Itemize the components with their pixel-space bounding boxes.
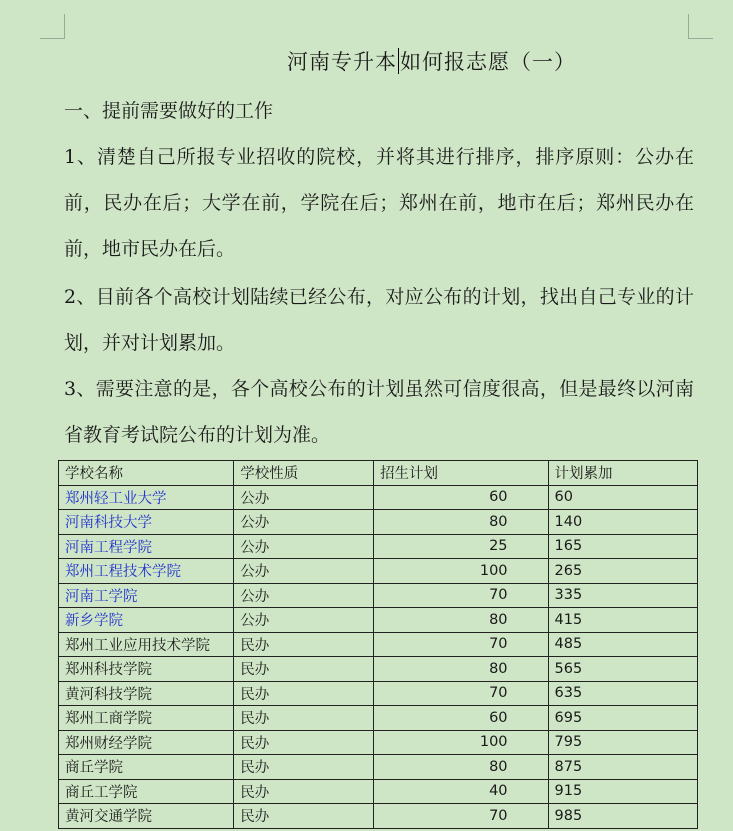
cell-school-type: 公办 — [234, 608, 374, 633]
text-cursor — [398, 48, 399, 74]
cell-enrollment-plan: 80 — [374, 755, 548, 780]
cell-cumulative-plan: 415 — [548, 608, 697, 633]
cell-school-type: 民办 — [234, 779, 374, 804]
cell-cumulative-plan: 875 — [548, 755, 697, 780]
cell-enrollment-plan: 70 — [374, 804, 548, 829]
table-row — [59, 779, 698, 804]
cell-cumulative-plan: 985 — [548, 804, 697, 829]
header-enrollment-plan: 招生计划 — [374, 461, 548, 486]
cell-cumulative-plan: 485 — [548, 632, 697, 657]
cell-enrollment-plan: 80 — [374, 657, 548, 682]
table-row — [59, 583, 698, 608]
table-row — [59, 485, 698, 510]
enrollment-plan-table — [58, 460, 698, 829]
cell-enrollment-plan: 60 — [374, 485, 548, 510]
cell-cumulative-plan: 335 — [548, 583, 697, 608]
header-school-name: 学校名称 — [59, 461, 234, 486]
cell-school-name[interactable]: 河南科技大学 — [59, 510, 234, 535]
table-row — [59, 804, 698, 829]
cell-cumulative-plan: 695 — [548, 706, 697, 731]
document-title[interactable] — [0, 46, 733, 76]
cell-school-type: 公办 — [234, 485, 374, 510]
cell-enrollment-plan: 70 — [374, 632, 548, 657]
table-row — [59, 706, 698, 731]
cell-cumulative-plan: 140 — [548, 510, 697, 535]
paragraph-1: 1、清楚自己所报专业招收的院校，并将其进行排序，排序原则：公办在前，民办在后；大学在前，学院在后；郑州在前，地市在后；郑州民办在前，地市民办在后。 — [64, 146, 694, 260]
cell-school-type: 民办 — [234, 681, 374, 706]
cell-school-name[interactable]: 新乡学院 — [59, 608, 234, 633]
table-row — [59, 657, 698, 682]
cell-enrollment-plan: 70 — [374, 681, 548, 706]
cell-enrollment-plan: 60 — [374, 706, 548, 731]
cell-school-type: 民办 — [234, 706, 374, 731]
paragraph-3: 3、需要注意的是，各个高校公布的计划虽然可信度很高，但是最终以河南省教育考试院公布的计划为准。 — [64, 378, 694, 446]
cell-school-type: 民办 — [234, 632, 374, 657]
cell-enrollment-plan: 40 — [374, 779, 548, 804]
cell-school-name: 商丘工学院 — [59, 779, 234, 804]
cell-school-name[interactable]: 郑州轻工业大学 — [59, 485, 234, 510]
cell-school-name: 黄河交通学院 — [59, 804, 234, 829]
section-heading: 一、提前需要做好的工作 — [64, 100, 274, 122]
cell-school-name: 郑州工业应用技术学院 — [59, 632, 234, 657]
cell-school-name: 商丘学院 — [59, 755, 234, 780]
cell-enrollment-plan: 80 — [374, 510, 548, 535]
table-row — [59, 510, 698, 535]
table-row — [59, 730, 698, 755]
header-school-type: 学校性质 — [234, 461, 374, 486]
cell-cumulative-plan: 915 — [548, 779, 697, 804]
table-row — [59, 632, 698, 657]
cell-cumulative-plan: 60 — [548, 485, 697, 510]
cell-school-type: 公办 — [234, 510, 374, 535]
cell-enrollment-plan: 100 — [374, 730, 548, 755]
cell-enrollment-plan: 80 — [374, 608, 548, 633]
cell-enrollment-plan: 25 — [374, 534, 548, 559]
cell-school-name[interactable]: 河南工程学院 — [59, 534, 234, 559]
page-margin-marker-top-right — [688, 14, 713, 39]
title-text-part2: 如何报志愿（一） — [400, 50, 576, 74]
cell-school-type: 公办 — [234, 534, 374, 559]
cell-school-name[interactable]: 郑州工程技术学院 — [59, 559, 234, 584]
cell-school-type: 民办 — [234, 657, 374, 682]
table-header-row — [59, 461, 698, 486]
table-row — [59, 755, 698, 780]
cell-cumulative-plan: 795 — [548, 730, 697, 755]
table-row — [59, 534, 698, 559]
cell-school-name: 郑州财经学院 — [59, 730, 234, 755]
cell-school-type: 民办 — [234, 730, 374, 755]
cell-cumulative-plan: 565 — [548, 657, 697, 682]
cell-enrollment-plan: 100 — [374, 559, 548, 584]
cell-enrollment-plan: 70 — [374, 583, 548, 608]
cell-school-type: 民办 — [234, 755, 374, 780]
cell-cumulative-plan: 165 — [548, 534, 697, 559]
cell-school-type: 公办 — [234, 583, 374, 608]
cell-school-type: 民办 — [234, 804, 374, 829]
cell-school-name: 黄河科技学院 — [59, 681, 234, 706]
cell-school-name[interactable]: 河南工学院 — [59, 583, 234, 608]
table-row — [59, 608, 698, 633]
paragraph-2: 2、目前各个高校计划陆续已经公布，对应公布的计划，找出自己专业的计划，并对计划累加。 — [64, 286, 694, 354]
header-cumulative-plan: 计划累加 — [548, 461, 697, 486]
cell-cumulative-plan: 635 — [548, 681, 697, 706]
page-margin-marker-top-left — [40, 14, 65, 39]
cell-school-name: 郑州工商学院 — [59, 706, 234, 731]
table-row — [59, 681, 698, 706]
title-text-part1: 河南专升本 — [287, 50, 397, 74]
cell-school-type: 公办 — [234, 559, 374, 584]
table-row — [59, 559, 698, 584]
cell-school-name: 郑州科技学院 — [59, 657, 234, 682]
cell-cumulative-plan: 265 — [548, 559, 697, 584]
